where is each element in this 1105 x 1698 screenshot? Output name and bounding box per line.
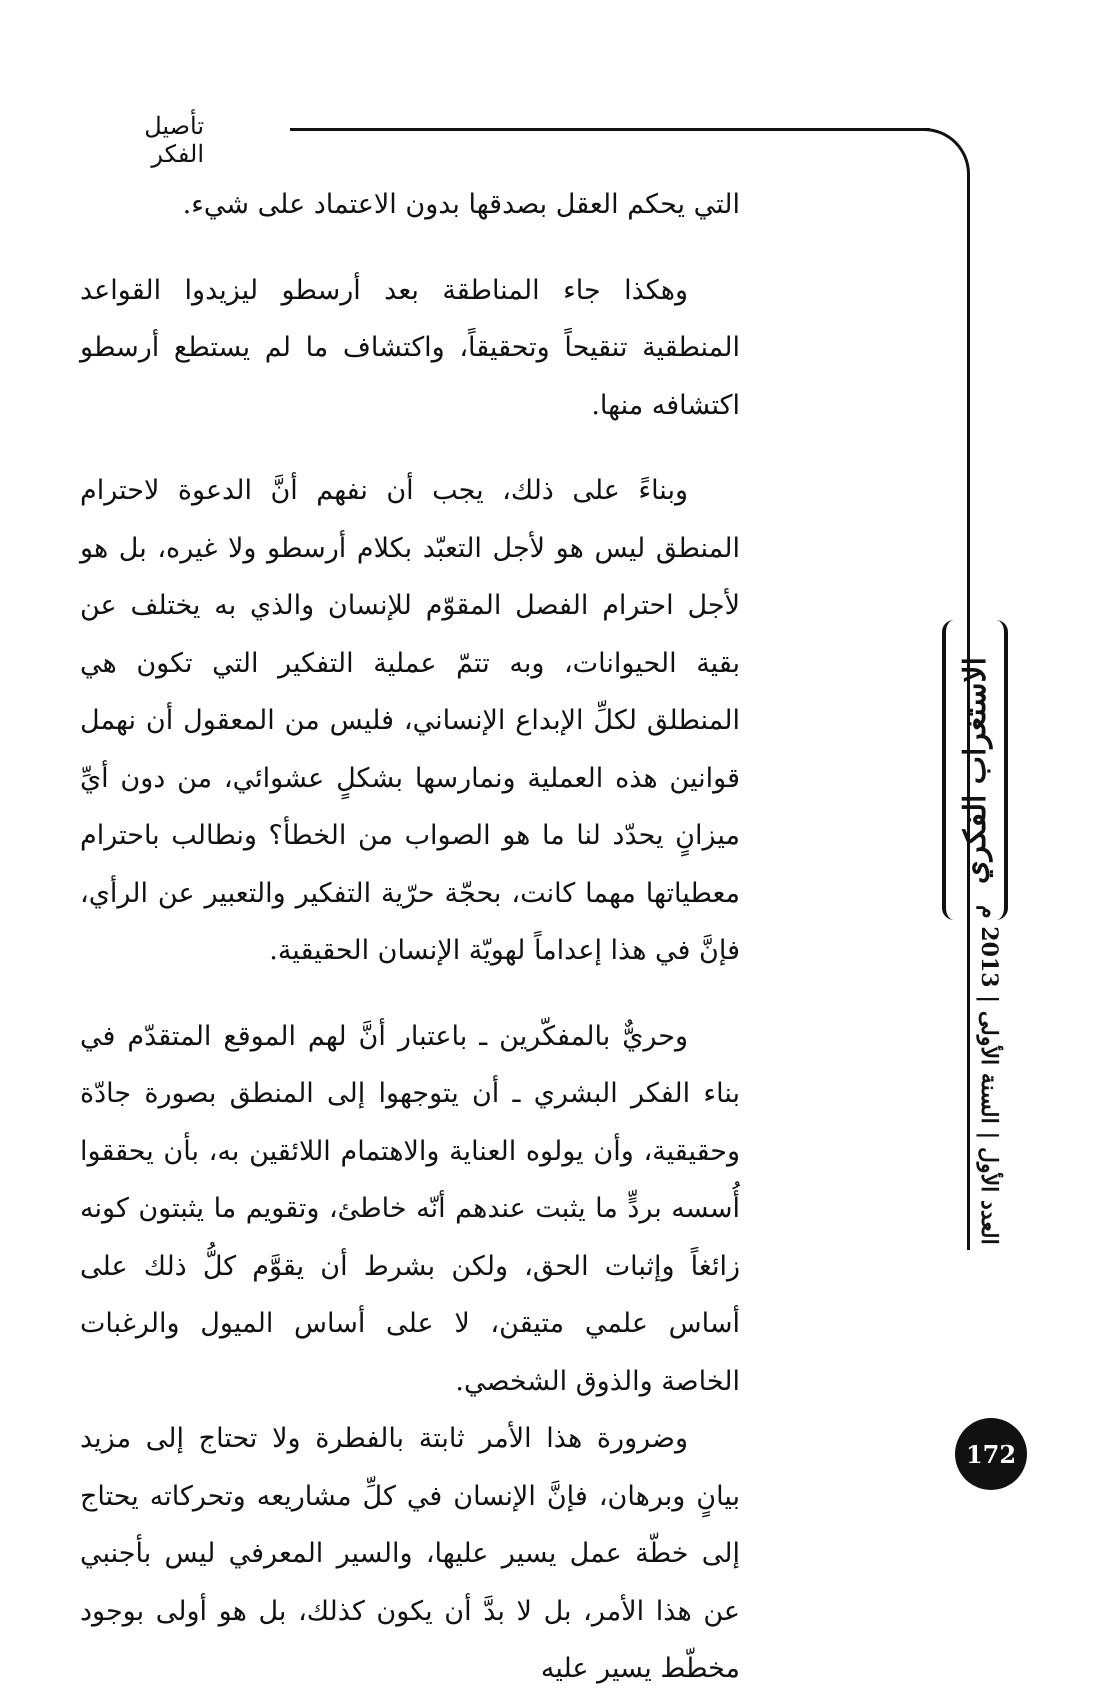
page-number-badge: 172 [955,1418,1027,1490]
paragraph: وهكذا جاء المناطقة بعد أرسطو ليزيدوا القواعد المنطقية تنقيحاً وتحقيقاً، واكتشاف ما لم يستطع أرسطو اكتشافه منها. [80,274,740,421]
journal-logo-text: الاستغراب الفكري [957,656,993,884]
article-body [80,176,740,1698]
issue-info: العدد الأول | السنة الأولى | 2013 م [976,905,1002,1245]
journal-logo [942,620,1008,920]
running-header-title: تأصيل الفكر [144,112,204,168]
paragraph: وضرورة هذا الأمر ثابتة بالفطرة ولا تحتاج إلى مزيد بيانٍ وبرهان، فإنَّ الإنسان في كلِّ مشاريعه وتحركاته يحتاج إلى خطّة عمل يسير عليها، والسير المعرفي ليس بأجنبي عن هذا الأمر، بل لا بدَّ أن يكون كذلك، بل هو أولى بوجود مخطّط يسير عليه [80,1423,740,1684]
paragraph: وبناءً على ذلك، يجب أن نفهم أنَّ الدعوة لاحترام المنطق ليس هو لأجل التعبّد بكلام أرسطو ولا غيره، بل هو لأجل احترام الفصل المقوّم للإنسان والذي به يختلف عن بقية الحيوانات، وبه تتمّ عملية التفكير التي تكون هي المنطلق لكلِّ الإبداع الإنساني، فليس من المعقول أن نهمل قوانين هذه العملية ونمارسها بشكلٍ عشوائي، من دون أيِّ ميزانٍ يحدّد لنا ما هو الصواب من الخطأ؟ ونطالب باحترام معطياتها مهما كانت، بحجّة حرّية التفكير والتعبير عن الرأي، فإنَّ في هذا إعداماً لهويّة الإنسان الحقيقية. [80,475,740,966]
paragraph: وحريٌّ بالمفكّرين ـ باعتبار أنَّ لهم الموقع المتقدّم في بناء الفكر البشري ـ أن يتوجهوا إلى المنطق بصورة جادّة وحقيقية، وأن يولوه العناية والاهتمام اللائقين به، بأن يحققوا أُسسه بردٍّ ما يثبت عندهم أنّه خاطئ، وتقويم ما يثبتون كونه زائغاً وإثبات الحق، ولكن بشرط أن يقوَّم كلُّ ذلك على أساس علمي متيقن، لا على أساس الميول والرغبات الخاصة والذوق الشخصي. [80,1020,740,1397]
frame-corner [900,128,970,218]
journal-sidebar [936,620,1016,1260]
header-rule [290,128,930,131]
paragraph-continuation: التي يحكم العقل بصدقها بدون الاعتماد على شيء. [182,189,740,220]
